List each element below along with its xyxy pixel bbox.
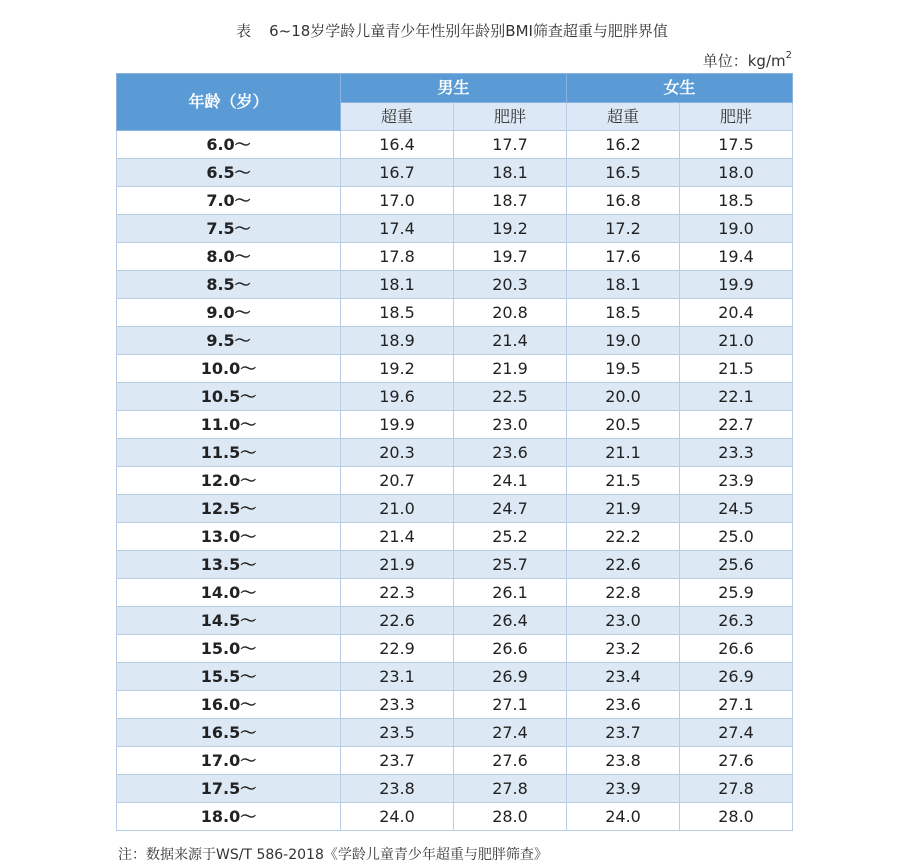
age-cell: 11.0～ xyxy=(117,411,341,439)
value-cell-male-obese: 26.9 xyxy=(454,663,567,691)
value-cell-female-obese: 18.0 xyxy=(680,159,793,187)
value-cell-male-overweight: 18.9 xyxy=(341,327,454,355)
bmi-table xyxy=(116,73,793,831)
table-row xyxy=(117,775,793,803)
value-cell-male-obese: 20.3 xyxy=(454,271,567,299)
age-cell: 11.5～ xyxy=(117,439,341,467)
group-header-female: 女生 xyxy=(567,74,793,103)
age-cell: 7.0～ xyxy=(117,187,341,215)
value-cell-male-obese: 26.1 xyxy=(454,579,567,607)
subheader-male-overweight: 超重 xyxy=(341,103,454,131)
value-cell-male-obese: 26.6 xyxy=(454,635,567,663)
value-cell-male-obese: 27.8 xyxy=(454,775,567,803)
age-cell: 12.0～ xyxy=(117,467,341,495)
value-cell-male-overweight: 18.1 xyxy=(341,271,454,299)
value-cell-male-obese: 20.8 xyxy=(454,299,567,327)
value-cell-male-obese: 17.7 xyxy=(454,131,567,159)
value-cell-male-obese: 24.7 xyxy=(454,495,567,523)
table-row xyxy=(117,719,793,747)
table-row xyxy=(117,271,793,299)
value-cell-female-overweight: 21.1 xyxy=(567,439,680,467)
value-cell-male-overweight: 19.2 xyxy=(341,355,454,383)
value-cell-female-obese: 26.3 xyxy=(680,607,793,635)
value-cell-male-obese: 23.6 xyxy=(454,439,567,467)
value-cell-female-overweight: 22.6 xyxy=(567,551,680,579)
value-cell-male-obese: 24.1 xyxy=(454,467,567,495)
table-row xyxy=(117,551,793,579)
value-cell-female-overweight: 18.1 xyxy=(567,271,680,299)
table-row xyxy=(117,495,793,523)
subheader-female-obese: 肥胖 xyxy=(680,103,793,131)
table-title-text: 6~18岁学龄儿童青少年性别年龄别BMI筛查超重与肥胖界值 xyxy=(269,22,668,40)
value-cell-female-overweight: 20.5 xyxy=(567,411,680,439)
value-cell-female-obese: 28.0 xyxy=(680,803,793,831)
age-cell: 8.0～ xyxy=(117,243,341,271)
value-cell-male-obese: 18.1 xyxy=(454,159,567,187)
table-row xyxy=(117,803,793,831)
value-cell-female-obese: 21.5 xyxy=(680,355,793,383)
value-cell-male-overweight: 21.0 xyxy=(341,495,454,523)
value-cell-male-overweight: 23.8 xyxy=(341,775,454,803)
value-cell-female-overweight: 23.9 xyxy=(567,775,680,803)
value-cell-male-overweight: 23.7 xyxy=(341,747,454,775)
value-cell-male-obese: 25.7 xyxy=(454,551,567,579)
value-cell-female-overweight: 21.9 xyxy=(567,495,680,523)
age-cell: 10.0～ xyxy=(117,355,341,383)
unit-text: 单位：kg/m xyxy=(702,52,786,70)
age-cell: 16.5～ xyxy=(117,719,341,747)
age-cell: 14.0～ xyxy=(117,579,341,607)
value-cell-male-overweight: 22.9 xyxy=(341,635,454,663)
age-cell: 12.5～ xyxy=(117,495,341,523)
value-cell-female-overweight: 23.0 xyxy=(567,607,680,635)
value-cell-female-obese: 26.6 xyxy=(680,635,793,663)
table-row xyxy=(117,747,793,775)
value-cell-female-overweight: 16.5 xyxy=(567,159,680,187)
table-row xyxy=(117,579,793,607)
subheader-male-obese: 肥胖 xyxy=(454,103,567,131)
age-cell: 7.5～ xyxy=(117,215,341,243)
value-cell-male-overweight: 17.4 xyxy=(341,215,454,243)
value-cell-male-overweight: 23.5 xyxy=(341,719,454,747)
value-cell-female-overweight: 23.8 xyxy=(567,747,680,775)
unit-superscript: 2 xyxy=(785,50,792,61)
value-cell-male-overweight: 24.0 xyxy=(341,803,454,831)
value-cell-male-overweight: 22.6 xyxy=(341,607,454,635)
age-cell: 17.0～ xyxy=(117,747,341,775)
value-cell-female-obese: 20.4 xyxy=(680,299,793,327)
value-cell-female-overweight: 24.0 xyxy=(567,803,680,831)
value-cell-male-overweight: 19.6 xyxy=(341,383,454,411)
value-cell-female-obese: 17.5 xyxy=(680,131,793,159)
age-cell: 6.0～ xyxy=(117,131,341,159)
subheader-female-overweight: 超重 xyxy=(567,103,680,131)
table-row xyxy=(117,131,793,159)
value-cell-female-obese: 23.3 xyxy=(680,439,793,467)
age-cell: 18.0～ xyxy=(117,803,341,831)
value-cell-female-overweight: 23.7 xyxy=(567,719,680,747)
value-cell-male-overweight: 17.0 xyxy=(341,187,454,215)
value-cell-male-overweight: 16.4 xyxy=(341,131,454,159)
value-cell-female-overweight: 23.6 xyxy=(567,691,680,719)
age-cell: 16.0～ xyxy=(117,691,341,719)
value-cell-female-obese: 22.1 xyxy=(680,383,793,411)
value-cell-female-overweight: 21.5 xyxy=(567,467,680,495)
table-row xyxy=(117,243,793,271)
value-cell-male-overweight: 22.3 xyxy=(341,579,454,607)
value-cell-male-overweight: 19.9 xyxy=(341,411,454,439)
value-cell-female-overweight: 20.0 xyxy=(567,383,680,411)
value-cell-female-obese: 23.9 xyxy=(680,467,793,495)
value-cell-female-obese: 24.5 xyxy=(680,495,793,523)
value-cell-female-obese: 18.5 xyxy=(680,187,793,215)
value-cell-female-obese: 19.0 xyxy=(680,215,793,243)
value-cell-female-obese: 25.9 xyxy=(680,579,793,607)
value-cell-male-obese: 22.5 xyxy=(454,383,567,411)
value-cell-female-overweight: 17.2 xyxy=(567,215,680,243)
value-cell-male-obese: 18.7 xyxy=(454,187,567,215)
value-cell-male-overweight: 21.4 xyxy=(341,523,454,551)
value-cell-female-overweight: 18.5 xyxy=(567,299,680,327)
value-cell-male-obese: 28.0 xyxy=(454,803,567,831)
table-row xyxy=(117,607,793,635)
value-cell-female-obese: 27.1 xyxy=(680,691,793,719)
unit-label xyxy=(703,50,792,71)
age-cell: 13.5～ xyxy=(117,551,341,579)
table-body xyxy=(117,131,793,831)
value-cell-female-overweight: 23.4 xyxy=(567,663,680,691)
table-row xyxy=(117,299,793,327)
value-cell-female-obese: 25.0 xyxy=(680,523,793,551)
value-cell-female-obese: 27.6 xyxy=(680,747,793,775)
value-cell-female-overweight: 22.8 xyxy=(567,579,680,607)
value-cell-female-obese: 21.0 xyxy=(680,327,793,355)
value-cell-male-overweight: 20.7 xyxy=(341,467,454,495)
age-cell: 17.5～ xyxy=(117,775,341,803)
value-cell-female-overweight: 17.6 xyxy=(567,243,680,271)
value-cell-male-overweight: 23.1 xyxy=(341,663,454,691)
value-cell-male-overweight: 20.3 xyxy=(341,439,454,467)
table-row xyxy=(117,467,793,495)
table-row xyxy=(117,411,793,439)
table-row xyxy=(117,523,793,551)
header-row-groups xyxy=(117,74,793,103)
age-cell: 14.5～ xyxy=(117,607,341,635)
group-header-male: 男生 xyxy=(341,74,567,103)
age-column-header: 年龄（岁） xyxy=(117,74,341,131)
value-cell-male-overweight: 17.8 xyxy=(341,243,454,271)
table-row xyxy=(117,159,793,187)
table-row xyxy=(117,327,793,355)
table-row xyxy=(117,439,793,467)
value-cell-female-obese: 25.6 xyxy=(680,551,793,579)
value-cell-female-obese: 22.7 xyxy=(680,411,793,439)
value-cell-male-obese: 26.4 xyxy=(454,607,567,635)
value-cell-male-obese: 19.7 xyxy=(454,243,567,271)
table-row xyxy=(117,355,793,383)
age-cell: 8.5～ xyxy=(117,271,341,299)
value-cell-male-overweight: 21.9 xyxy=(341,551,454,579)
table-row xyxy=(117,663,793,691)
age-cell: 13.0～ xyxy=(117,523,341,551)
value-cell-female-overweight: 19.0 xyxy=(567,327,680,355)
value-cell-female-overweight: 22.2 xyxy=(567,523,680,551)
table-row xyxy=(117,691,793,719)
value-cell-male-overweight: 18.5 xyxy=(341,299,454,327)
value-cell-male-overweight: 16.7 xyxy=(341,159,454,187)
value-cell-male-overweight: 23.3 xyxy=(341,691,454,719)
value-cell-male-obese: 27.4 xyxy=(454,719,567,747)
value-cell-female-obese: 27.8 xyxy=(680,775,793,803)
value-cell-female-overweight: 16.8 xyxy=(567,187,680,215)
value-cell-female-obese: 19.4 xyxy=(680,243,793,271)
value-cell-female-overweight: 19.5 xyxy=(567,355,680,383)
value-cell-male-obese: 27.1 xyxy=(454,691,567,719)
value-cell-male-obese: 25.2 xyxy=(454,523,567,551)
age-cell: 9.0～ xyxy=(117,299,341,327)
source-note: 注：数据来源于WS/T 586-2018《学龄儿童青少年超重与肥胖筛查》 xyxy=(118,847,548,863)
value-cell-female-obese: 27.4 xyxy=(680,719,793,747)
age-cell: 9.5～ xyxy=(117,327,341,355)
age-cell: 15.0～ xyxy=(117,635,341,663)
value-cell-male-obese: 27.6 xyxy=(454,747,567,775)
value-cell-male-obese: 23.0 xyxy=(454,411,567,439)
value-cell-female-obese: 19.9 xyxy=(680,271,793,299)
age-cell: 15.5～ xyxy=(117,663,341,691)
value-cell-male-obese: 21.9 xyxy=(454,355,567,383)
age-cell: 6.5～ xyxy=(117,159,341,187)
table-row xyxy=(117,635,793,663)
age-cell: 10.5～ xyxy=(117,383,341,411)
table-title xyxy=(0,20,904,41)
table-title-prefix: 表 xyxy=(236,22,252,40)
table-header xyxy=(117,74,793,131)
value-cell-female-overweight: 23.2 xyxy=(567,635,680,663)
value-cell-female-overweight: 16.2 xyxy=(567,131,680,159)
table-row xyxy=(117,215,793,243)
table-row xyxy=(117,383,793,411)
value-cell-male-obese: 19.2 xyxy=(454,215,567,243)
value-cell-female-obese: 26.9 xyxy=(680,663,793,691)
value-cell-male-obese: 21.4 xyxy=(454,327,567,355)
table-row xyxy=(117,187,793,215)
